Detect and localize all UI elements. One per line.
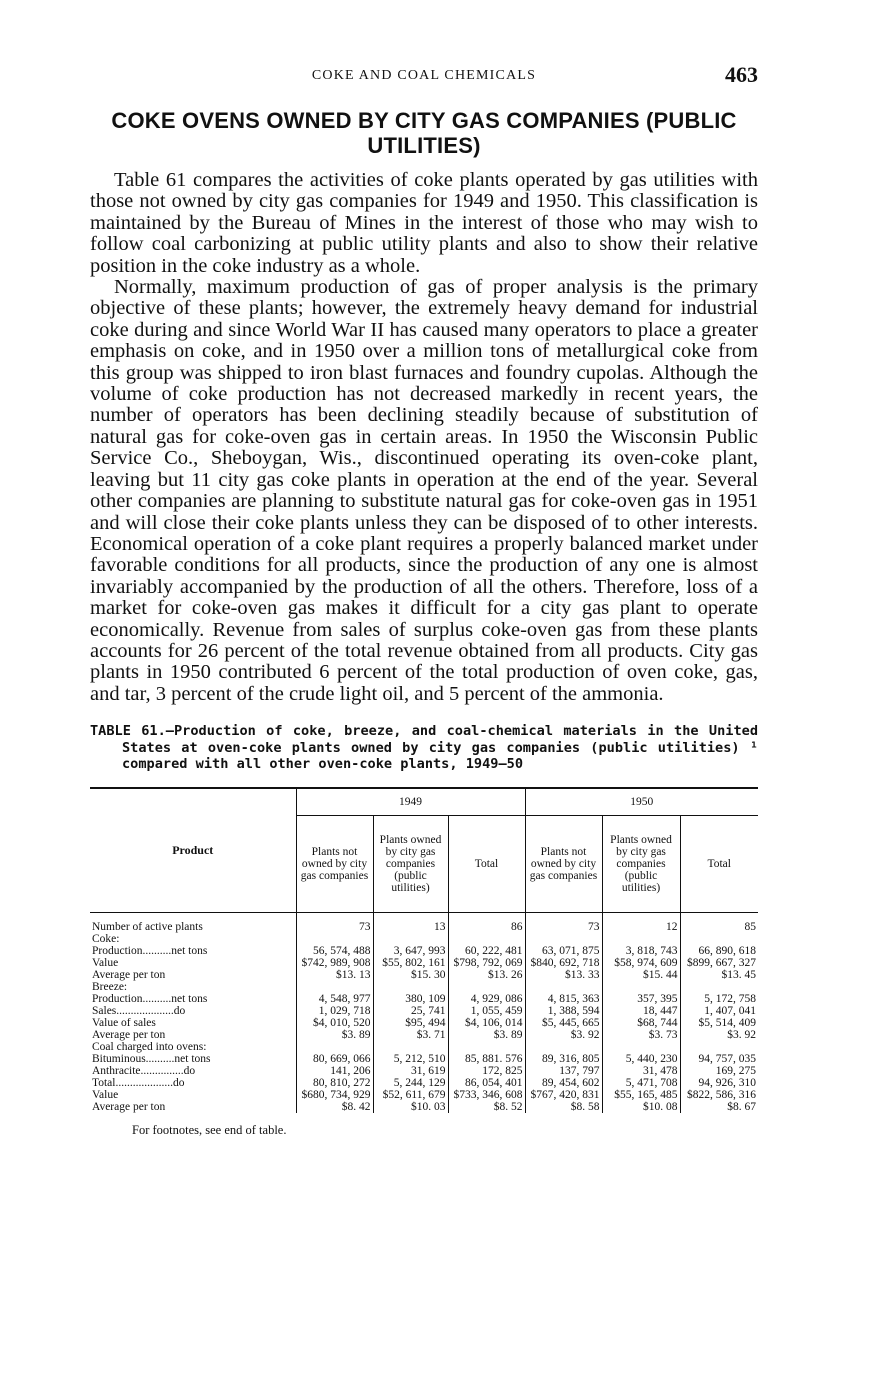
table-row bbox=[90, 993, 758, 1005]
table-cell: 5, 244, 129 bbox=[373, 1077, 448, 1089]
body-text bbox=[90, 170, 758, 705]
table-cell: 4, 548, 977 bbox=[296, 993, 373, 1005]
table-cell: 80, 810, 272 bbox=[296, 1077, 373, 1089]
col-owned-1949: Plants owned by city gas companies (public utilities) bbox=[373, 815, 448, 912]
table-cell: 31, 478 bbox=[602, 1065, 680, 1077]
document-page bbox=[90, 60, 758, 1138]
table-cell bbox=[448, 1041, 525, 1053]
table-cell: 141, 206 bbox=[296, 1065, 373, 1077]
table-cell: $742, 989, 908 bbox=[296, 957, 373, 969]
table-row bbox=[90, 1065, 758, 1077]
table-row bbox=[90, 945, 758, 957]
table-cell: 86 bbox=[448, 921, 525, 933]
table-cell bbox=[680, 1041, 758, 1053]
table-cell: 357, 395 bbox=[602, 993, 680, 1005]
table-cell: $10. 03 bbox=[373, 1101, 448, 1113]
paragraph-1: Table 61 compares the activities of coke plants operated by gas utilities with those not owned by city gas companies for 1949 and 1950. This classification is maintained by the Bureau of Mines in the interest of those who may wish to follow coal carbonizing at public utility plants and also to show their relative position in the coke industry as a whole. bbox=[90, 169, 758, 277]
table-cell: 5, 212, 510 bbox=[373, 1053, 448, 1065]
table-cell bbox=[525, 1041, 602, 1053]
col-not-owned-1950: Plants not owned by city gas companies bbox=[525, 815, 602, 912]
table-cell: 4, 929, 086 bbox=[448, 993, 525, 1005]
table-cell: 137, 797 bbox=[525, 1065, 602, 1077]
table-cell: 73 bbox=[296, 921, 373, 933]
table-cell: $15. 30 bbox=[373, 969, 448, 981]
table-cell: $4, 106, 014 bbox=[448, 1017, 525, 1029]
table-cell bbox=[602, 981, 680, 993]
year-1949-header: 1949 bbox=[296, 788, 525, 816]
table-row bbox=[90, 1053, 758, 1065]
table-cell: 3, 647, 993 bbox=[373, 945, 448, 957]
table-cell: $58, 974, 609 bbox=[602, 957, 680, 969]
table-cell bbox=[525, 933, 602, 945]
row-label: Coke: bbox=[92, 932, 120, 945]
running-head bbox=[90, 60, 758, 96]
table-cell: $680, 734, 929 bbox=[296, 1089, 373, 1101]
row-label: Average per ton bbox=[92, 1028, 166, 1041]
table-cell: $3. 92 bbox=[525, 1029, 602, 1041]
year-1950-header: 1950 bbox=[525, 788, 758, 816]
table-cell: $55, 165, 485 bbox=[602, 1089, 680, 1101]
col-total-1950: Total bbox=[680, 815, 758, 912]
table-row bbox=[90, 981, 758, 993]
table-row bbox=[90, 1005, 758, 1017]
table-cell: $8. 52 bbox=[448, 1101, 525, 1113]
table-cell: 3, 818, 743 bbox=[602, 945, 680, 957]
table-cell bbox=[525, 981, 602, 993]
row-label: Value bbox=[92, 1088, 119, 1101]
table-cell: 60, 222, 481 bbox=[448, 945, 525, 957]
table-cell: 5, 440, 230 bbox=[602, 1053, 680, 1065]
table-cell: $5, 514, 409 bbox=[680, 1017, 758, 1029]
table-cell: 1, 388, 594 bbox=[525, 1005, 602, 1017]
table-caption: TABLE 61.—Production of coke, breeze, and coal-chemical materials in the United States at oven-coke plants owned by city gas companies (public utilities) ¹ compared with all other oven-coke plants, 1949–50 bbox=[90, 723, 758, 773]
table-cell: 25, 741 bbox=[373, 1005, 448, 1017]
table-cell: $3. 73 bbox=[602, 1029, 680, 1041]
table-row bbox=[90, 1029, 758, 1041]
table-cell: $798, 792, 069 bbox=[448, 957, 525, 969]
table-cell: $5, 445, 665 bbox=[525, 1017, 602, 1029]
table-cell: $8. 42 bbox=[296, 1101, 373, 1113]
table-cell bbox=[373, 1041, 448, 1053]
col-not-owned-1949: Plants not owned by city gas companies bbox=[296, 815, 373, 912]
table-cell: $13. 45 bbox=[680, 969, 758, 981]
section-title: COKE OVENS OWNED BY CITY GAS COMPANIES (PUBLIC UTILITIES) bbox=[111, 108, 737, 158]
table-cell: 66, 890, 618 bbox=[680, 945, 758, 957]
table-cell: 63, 071, 875 bbox=[525, 945, 602, 957]
table-cell: $10. 08 bbox=[602, 1101, 680, 1113]
row-label: Breeze: bbox=[92, 980, 128, 993]
table-cell: $3. 71 bbox=[373, 1029, 448, 1041]
table-row bbox=[90, 1077, 758, 1089]
table-cell bbox=[448, 981, 525, 993]
table-cell: 1, 029, 718 bbox=[296, 1005, 373, 1017]
table-cell: $4, 010, 520 bbox=[296, 1017, 373, 1029]
table-cell bbox=[448, 933, 525, 945]
table-cell bbox=[602, 933, 680, 945]
table-cell bbox=[373, 933, 448, 945]
table-cell: 169, 275 bbox=[680, 1065, 758, 1077]
table-row bbox=[90, 1041, 758, 1053]
table-cell: 4, 815, 363 bbox=[525, 993, 602, 1005]
table-cell: $822, 586, 316 bbox=[680, 1089, 758, 1101]
row-label: Sales....................do bbox=[92, 1004, 186, 1017]
row-label: Value bbox=[92, 956, 119, 969]
table-cell: $13. 13 bbox=[296, 969, 373, 981]
row-label: Production..........net tons bbox=[92, 992, 208, 1005]
row-label: Average per ton bbox=[92, 968, 166, 981]
table-row bbox=[90, 1089, 758, 1101]
table-cell: 13 bbox=[373, 921, 448, 933]
table-cell: 86, 054, 401 bbox=[448, 1077, 525, 1089]
table-cell: $95, 494 bbox=[373, 1017, 448, 1029]
table-cell: 172, 825 bbox=[448, 1065, 525, 1077]
row-label: Bituminous..........net tons bbox=[92, 1052, 211, 1065]
table-cell: $767, 420, 831 bbox=[525, 1089, 602, 1101]
table-cell bbox=[296, 981, 373, 993]
table-cell: 5, 471, 708 bbox=[602, 1077, 680, 1089]
table-cell: 1, 055, 459 bbox=[448, 1005, 525, 1017]
row-label: Number of active plants bbox=[92, 920, 203, 933]
paragraph-2: Normally, maximum production of gas of proper analysis is the primary objective of these plants; however, the extremely heavy demand for industrial coke during and since World War II has caused many operators to place a greater emphasis on coke, and in 1950 over a million tons of metallurgical coke from this group was shipped to iron blast furnaces and foundry cupolas. Although the volume of coke production has not decreased markedly in recent years, the number of operators has been declining steadily because of substitution of natural gas for coke-oven gas in certain areas. In 1950 the Wisconsin Public Service Co., Sheboygan, Wis., discontinued operating its oven-coke plant, leaving but 11 city gas coke plants in operation at the end of the year. Several other companies are planning to substitute natural gas for coke-oven gas in 1951 and will close their coke plants unless they can be disposed of to other interests. Economical operation of a coke plant requires a properly balanced market under favorable conditions for all products, since the production of any one is almost invariably accompanied by the production of all the others. Therefore, loss of a market for coke-oven gas makes it difficult for a city gas plant to operate economically. Revenue from sales of surplus coke-oven gas from these plants accounts for 26 percent of the total revenue obtained from all products. City gas plants in 1950 contributed 6 percent of the total production of oven coke, gas, and tar, 3 percent of the crude light oil, and 5 percent of the ammonia. bbox=[90, 276, 758, 705]
data-table bbox=[90, 787, 758, 1113]
row-label: Average per ton bbox=[92, 1100, 166, 1113]
page-number: 463 bbox=[725, 62, 758, 87]
product-column-header: Product bbox=[90, 788, 296, 913]
table-cell: 80, 669, 066 bbox=[296, 1053, 373, 1065]
table-cell: $55, 802, 161 bbox=[373, 957, 448, 969]
table-cell: 31, 619 bbox=[373, 1065, 448, 1077]
table-cell bbox=[373, 981, 448, 993]
table-cell: $3. 89 bbox=[296, 1029, 373, 1041]
running-title: COKE AND COAL CHEMICALS bbox=[311, 68, 537, 83]
table-cell: 1, 407, 041 bbox=[680, 1005, 758, 1017]
table-cell: $15. 44 bbox=[602, 969, 680, 981]
table-cell: 56, 574, 488 bbox=[296, 945, 373, 957]
table-cell: $13. 26 bbox=[448, 969, 525, 981]
table-row bbox=[90, 921, 758, 933]
table-cell: 94, 926, 310 bbox=[680, 1077, 758, 1089]
table-cell: 380, 109 bbox=[373, 993, 448, 1005]
table-cell: $733, 346, 608 bbox=[448, 1089, 525, 1101]
table-cell: 73 bbox=[525, 921, 602, 933]
table-cell bbox=[680, 981, 758, 993]
row-label: Value of sales bbox=[92, 1016, 156, 1029]
table-cell: 89, 454, 602 bbox=[525, 1077, 602, 1089]
table-row bbox=[90, 957, 758, 969]
table-cell: $68, 744 bbox=[602, 1017, 680, 1029]
table-cell: 85, 881. 576 bbox=[448, 1053, 525, 1065]
col-total-1949: Total bbox=[448, 815, 525, 912]
col-owned-1950: Plants owned by city gas companies (public utilities) bbox=[602, 815, 680, 912]
table-body bbox=[90, 912, 758, 1113]
table-row bbox=[90, 969, 758, 981]
table-cell: $3. 89 bbox=[448, 1029, 525, 1041]
table-cell bbox=[680, 933, 758, 945]
table-cell bbox=[296, 1041, 373, 1053]
table-cell: $899, 667, 327 bbox=[680, 957, 758, 969]
table-cell: 5, 172, 758 bbox=[680, 993, 758, 1005]
table-cell: 12 bbox=[602, 921, 680, 933]
row-label: Total....................do bbox=[92, 1076, 185, 1089]
table-row bbox=[90, 1017, 758, 1029]
table-cell: 85 bbox=[680, 921, 758, 933]
row-label: Coal charged into ovens: bbox=[92, 1040, 207, 1053]
table-cell: 18, 447 bbox=[602, 1005, 680, 1017]
table-cell: $3. 92 bbox=[680, 1029, 758, 1041]
table-cell: 94, 757, 035 bbox=[680, 1053, 758, 1065]
table-cell: $13. 33 bbox=[525, 969, 602, 981]
table-cell bbox=[296, 933, 373, 945]
row-label: Anthracite...............do bbox=[92, 1064, 196, 1077]
table-cell bbox=[602, 1041, 680, 1053]
table-cell: $840, 692, 718 bbox=[525, 957, 602, 969]
table-row bbox=[90, 933, 758, 945]
table-cell: $52, 611, 679 bbox=[373, 1089, 448, 1101]
table-cell: $8. 67 bbox=[680, 1101, 758, 1113]
table-footnote: For footnotes, see end of table. bbox=[132, 1122, 287, 1137]
table-cell: $8. 58 bbox=[525, 1101, 602, 1113]
row-label: Production..........net tons bbox=[92, 944, 208, 957]
table-cell: 89, 316, 805 bbox=[525, 1053, 602, 1065]
table-row bbox=[90, 1101, 758, 1113]
